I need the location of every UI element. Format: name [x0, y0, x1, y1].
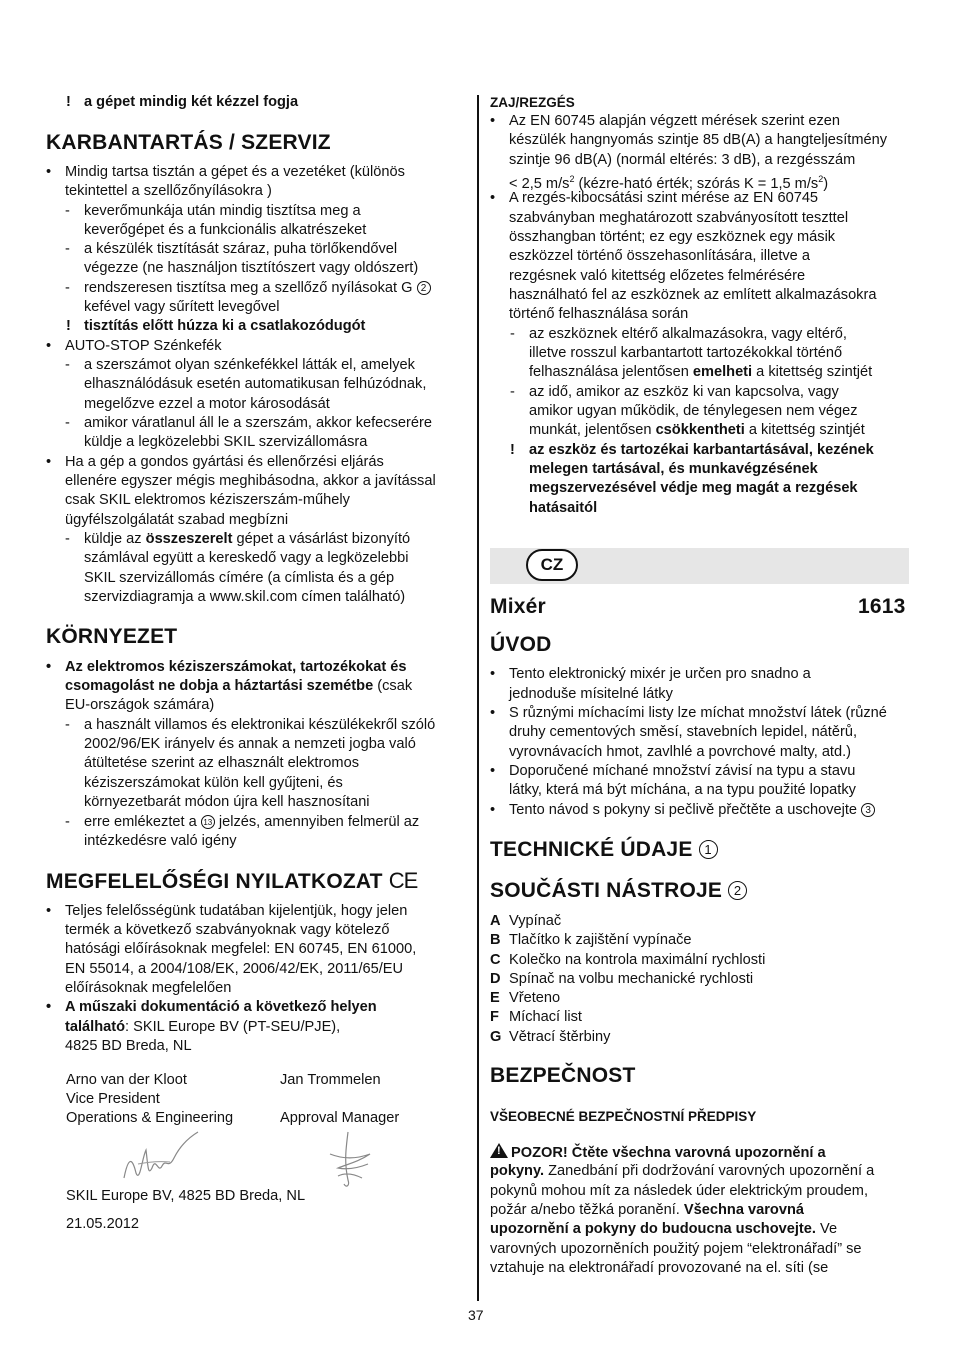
text-line: található: SKIL Europe BV (PT-SEU/PJE),	[65, 1019, 341, 1035]
subheading-predpisy: VŠEOBECNÉ BEZPEČNOSTNÍ PŘEDPISY	[490, 1109, 757, 1124]
product-model: 1613	[858, 595, 906, 618]
text-line: hatósági előírásoknak megfelel: EN 60745, EN 61000,	[65, 941, 417, 957]
warning-line: tisztítás előtt húzza ki a csatlakozódugót	[84, 318, 366, 334]
text-line: kéziszerszámokat külön kell gyűjteni, és	[84, 775, 343, 791]
text-line: Teljes felelősségünk tudatában kijelentjük, hogy jelen	[65, 903, 408, 919]
text-line: rendszeresen tisztítsa meg a szellőző nyílásokat G 2	[84, 279, 431, 299]
text-line: EN 55014, a 2004/108/EK, 2006/42/EK, 2011/65/EU	[65, 961, 404, 977]
text-line: ellenére egyszer mégis meghibásodna, akkor a javítással	[65, 473, 436, 489]
signer1-dept: Operations & Engineering	[66, 1110, 234, 1126]
text-line: keverőgépet és a funkcionális alkatrészeket	[84, 222, 367, 238]
text-line: Az elektromos kéziszerszámokat, tartozékokat és	[65, 659, 407, 675]
text-line: látky, která má být míchána, a na typu použité lopatky	[509, 782, 856, 798]
text-line: munkát, jelentősen csökkentheti a kitettség szintjét	[529, 422, 865, 438]
text-line: elhasználódásuk esetén automatikusan felhúzódnak,	[84, 376, 427, 392]
text-line: felhasználása jelentősen emelheti a kitettség szintjét	[529, 364, 873, 380]
ref-circle: 2	[417, 281, 431, 295]
text-line: pokynů mohou mít za následek úder elektrickým proudem,	[490, 1183, 868, 1199]
ce-mark: CE	[388, 868, 418, 893]
text-line: EU-országok számára)	[65, 697, 215, 713]
text-line: požár a/nebo těžká poranění. Všechna varovná	[490, 1202, 804, 1218]
ref-circle: 2	[728, 881, 747, 900]
text-line: készülék hangnyomás szintje 85 dB(A) a hangteljesítmény	[509, 132, 888, 148]
text-line: ! POZOR! Čtěte všechna varovná upozornění a	[490, 1143, 826, 1164]
language-badge: CZ	[526, 549, 578, 581]
text-line: történő felhasználása során	[509, 306, 689, 322]
text-line: megelőzve ezzel a motor károsodását	[84, 396, 330, 412]
heading-kornyezet: KÖRNYEZET	[46, 625, 178, 648]
list-item: C Kolečko na kontrola maximální rychlosti	[490, 952, 766, 968]
warning-line: melegen tartásával, és munkavégzésének	[529, 461, 818, 477]
text-line: a szerszámot olyan szénkefékkel látták el, amelyek	[84, 357, 415, 373]
list-item: B Tlačítko k zajištění vypínače	[490, 932, 692, 948]
text-line: Az EN 60745 alapján végzett mérések szerint ezen	[509, 113, 840, 129]
warning-icon: !	[490, 1143, 508, 1158]
text-line: amikor váratlanul áll le a szerszám, akkor kefecserére	[84, 415, 432, 431]
text-line: ügyfélszolgálatát szabad megbízni	[65, 512, 289, 528]
text-line: Ha a gép a gondos gyártási és ellenőrzési eljárás	[65, 454, 384, 470]
text-line: Doporučené míchané množství závisí na typu a stavu	[509, 763, 856, 779]
warning-line: az eszköz és tartozékai karbantartásával, kezének	[529, 442, 874, 458]
text-line: környezetbarát módon újra kell hasznosítani	[84, 794, 370, 810]
product-name: Mixér	[490, 595, 546, 618]
text-line: amikor ugyan működik, de ténylegesen nem végez	[529, 403, 858, 419]
text-line: AUTO-STOP Szénkefék	[65, 338, 222, 354]
signer2-name: Jan Trommelen	[280, 1072, 381, 1088]
signer1-name: Arno van der Kloot	[66, 1072, 187, 1088]
signer1-title: Vice President	[66, 1091, 160, 1107]
text-line: összhangban történt; ez egy eszköznek egy másik	[509, 229, 836, 245]
text-line: csomagolást ne dobja a háztartási szemétbe (csak	[65, 678, 413, 694]
ref-circle: 1	[699, 840, 718, 859]
text-line: erre emlékeztet a 13 jelzés, amennyiben felmerül az	[84, 814, 420, 830]
company-address: SKIL Europe BV, 4825 BD Breda, NL	[66, 1188, 306, 1204]
ref-circle: 13	[201, 815, 215, 829]
heading-technicke: TECHNICKÉ ÚDAJE 1	[490, 840, 718, 860]
text-line: előírásoknak megfelelően	[65, 980, 232, 996]
text-line: szintje 96 dB(A) (normál eltérés: 3 dB), a rezgésszám	[509, 152, 856, 168]
warning-line: hatásaitól	[529, 500, 598, 516]
text-line: küldje az összeszerelt gépet a vásárlást bizonyító	[84, 531, 411, 547]
declaration-date: 21.05.2012	[66, 1216, 140, 1232]
text-line: 2002/96/EK irányelv és annak a nemzeti jogba való	[84, 736, 416, 752]
text-line: vztahuje na elektronářadí provozované na el. síti (se	[490, 1260, 829, 1276]
text-line: az eszköznek eltérő alkalmazásokra, vagy eltérő,	[529, 326, 847, 342]
text-line: csak SKIL elektromos kéziszerszám-műhely	[65, 492, 350, 508]
text-line: küldje a legközelebbi SKIL szervizállomásra	[84, 434, 368, 450]
signer2-title: Approval Manager	[280, 1110, 400, 1126]
text-line: druhy cementových směsí, stavebních lepidel, nátěrů,	[509, 724, 857, 740]
text-line: rezgésnek való kitettség előzetes felmérésére	[509, 268, 806, 284]
text-line: Tento elektronický mixér je určen pro snadno a	[509, 666, 811, 682]
text-line: keverőmunkája után mindig tisztítsa meg a	[84, 203, 361, 219]
text-line: < 2,5 $m/s^2$ (kézre-ható érték; szórás K = 1,5 $m/s^2$)	[509, 174, 829, 192]
text-line: S různými míchacími listy lze míchat množství látek (různé	[509, 705, 887, 721]
text-line: intézkedésre való igény	[84, 833, 237, 849]
heading-bezpecnost: BEZPEČNOST	[490, 1064, 636, 1087]
text-line: kefével vagy sűrített levegővel	[84, 299, 280, 315]
text-line: A rezgés-kibocsátási szint mérése az EN 60745	[509, 190, 819, 206]
text-line: pokyny. Zanedbání při dodržování varovných upozornění a	[490, 1163, 875, 1179]
text-line: átültetése szerint az elhasznált elektromos	[84, 755, 359, 771]
text-line: A műszaki dokumentáció a következő helyen	[65, 999, 377, 1015]
text-line: végezze (ne használjon tisztítószert vagy oldószert)	[84, 260, 419, 276]
text-line: upozornění a pokyny do budoucna uschovejte. Ve	[490, 1221, 838, 1237]
page-number: 37	[468, 1307, 484, 1323]
signature-1	[118, 1128, 203, 1186]
text-line: 4825 BD Breda, NL	[65, 1038, 192, 1054]
warning-line: megszervezésével védje meg magát a rezgések	[529, 480, 858, 496]
text-line: Mindig tartsa tisztán a gépet és a vezetéket (különös	[65, 164, 405, 180]
text-line: használható fel az eszköznek az említett alkalmazásokra	[509, 287, 877, 303]
column-divider	[477, 95, 479, 1301]
signature-2	[318, 1128, 378, 1190]
text-line: SKIL szervizállomás címére (a címlista és a gép	[84, 570, 395, 586]
ref-circle: 3	[861, 803, 875, 817]
list-item: F Míchací list	[490, 1009, 582, 1025]
list-item: E Vřeteno	[490, 990, 561, 1006]
text-line: vyrovnávacích hmot, zavlhlé a povrchové malty, atd.)	[509, 744, 852, 760]
text-line: szervizdiagramja a www.skil.com címen található)	[84, 589, 406, 605]
list-item: G Větrací štěrbiny	[490, 1029, 611, 1045]
text-line: a használt villamos és elektronikai készülékekről szóló	[84, 717, 436, 733]
text-line: az idő, amikor az eszköz ki van kapcsolva, vagy	[529, 384, 839, 400]
text-line: számlával együtt a kereskedő vagy a legközelebbi	[84, 550, 409, 566]
text-line: jednoduše mísitelné látky	[509, 686, 673, 702]
text-line: illetve rosszul karbantartott tartozékokkal történő	[529, 345, 843, 361]
text-line: tekintettel a szellőzőnyílásokra )	[65, 183, 272, 199]
list-item: A Vypínač	[490, 913, 562, 929]
text-line: termék a következő szabványoknak vagy kötelező	[65, 922, 390, 938]
heading-soucasti: SOUČÁSTI NÁSTROJE 2	[490, 881, 747, 901]
text-line: a készülék tisztítását száraz, puha törlőkendővel	[84, 241, 398, 257]
text-line: Tento návod s pokyny si pečlivě přečtěte a uschovejte 3	[509, 801, 875, 821]
text-line: varovných upozorněních použitý pojem “elektronářadí” se	[490, 1241, 862, 1257]
heading-zaj: ZAJ/REZGÉS	[490, 95, 575, 110]
text-line: eszközzel történő összehasonlítására, illetve a	[509, 248, 810, 264]
heading-megfeleloseg: MEGFELELŐSÉGI NYILATKOZAT CE	[46, 868, 418, 893]
heading-uvod: ÚVOD	[490, 633, 552, 656]
text-line: szabványban meghatározott szabványosított teszttel	[509, 210, 849, 226]
list-item: D Spínač na volbu mechanické rychlosti	[490, 971, 754, 987]
heading-karbantartas: KARBANTARTÁS / SZERVIZ	[46, 131, 331, 154]
